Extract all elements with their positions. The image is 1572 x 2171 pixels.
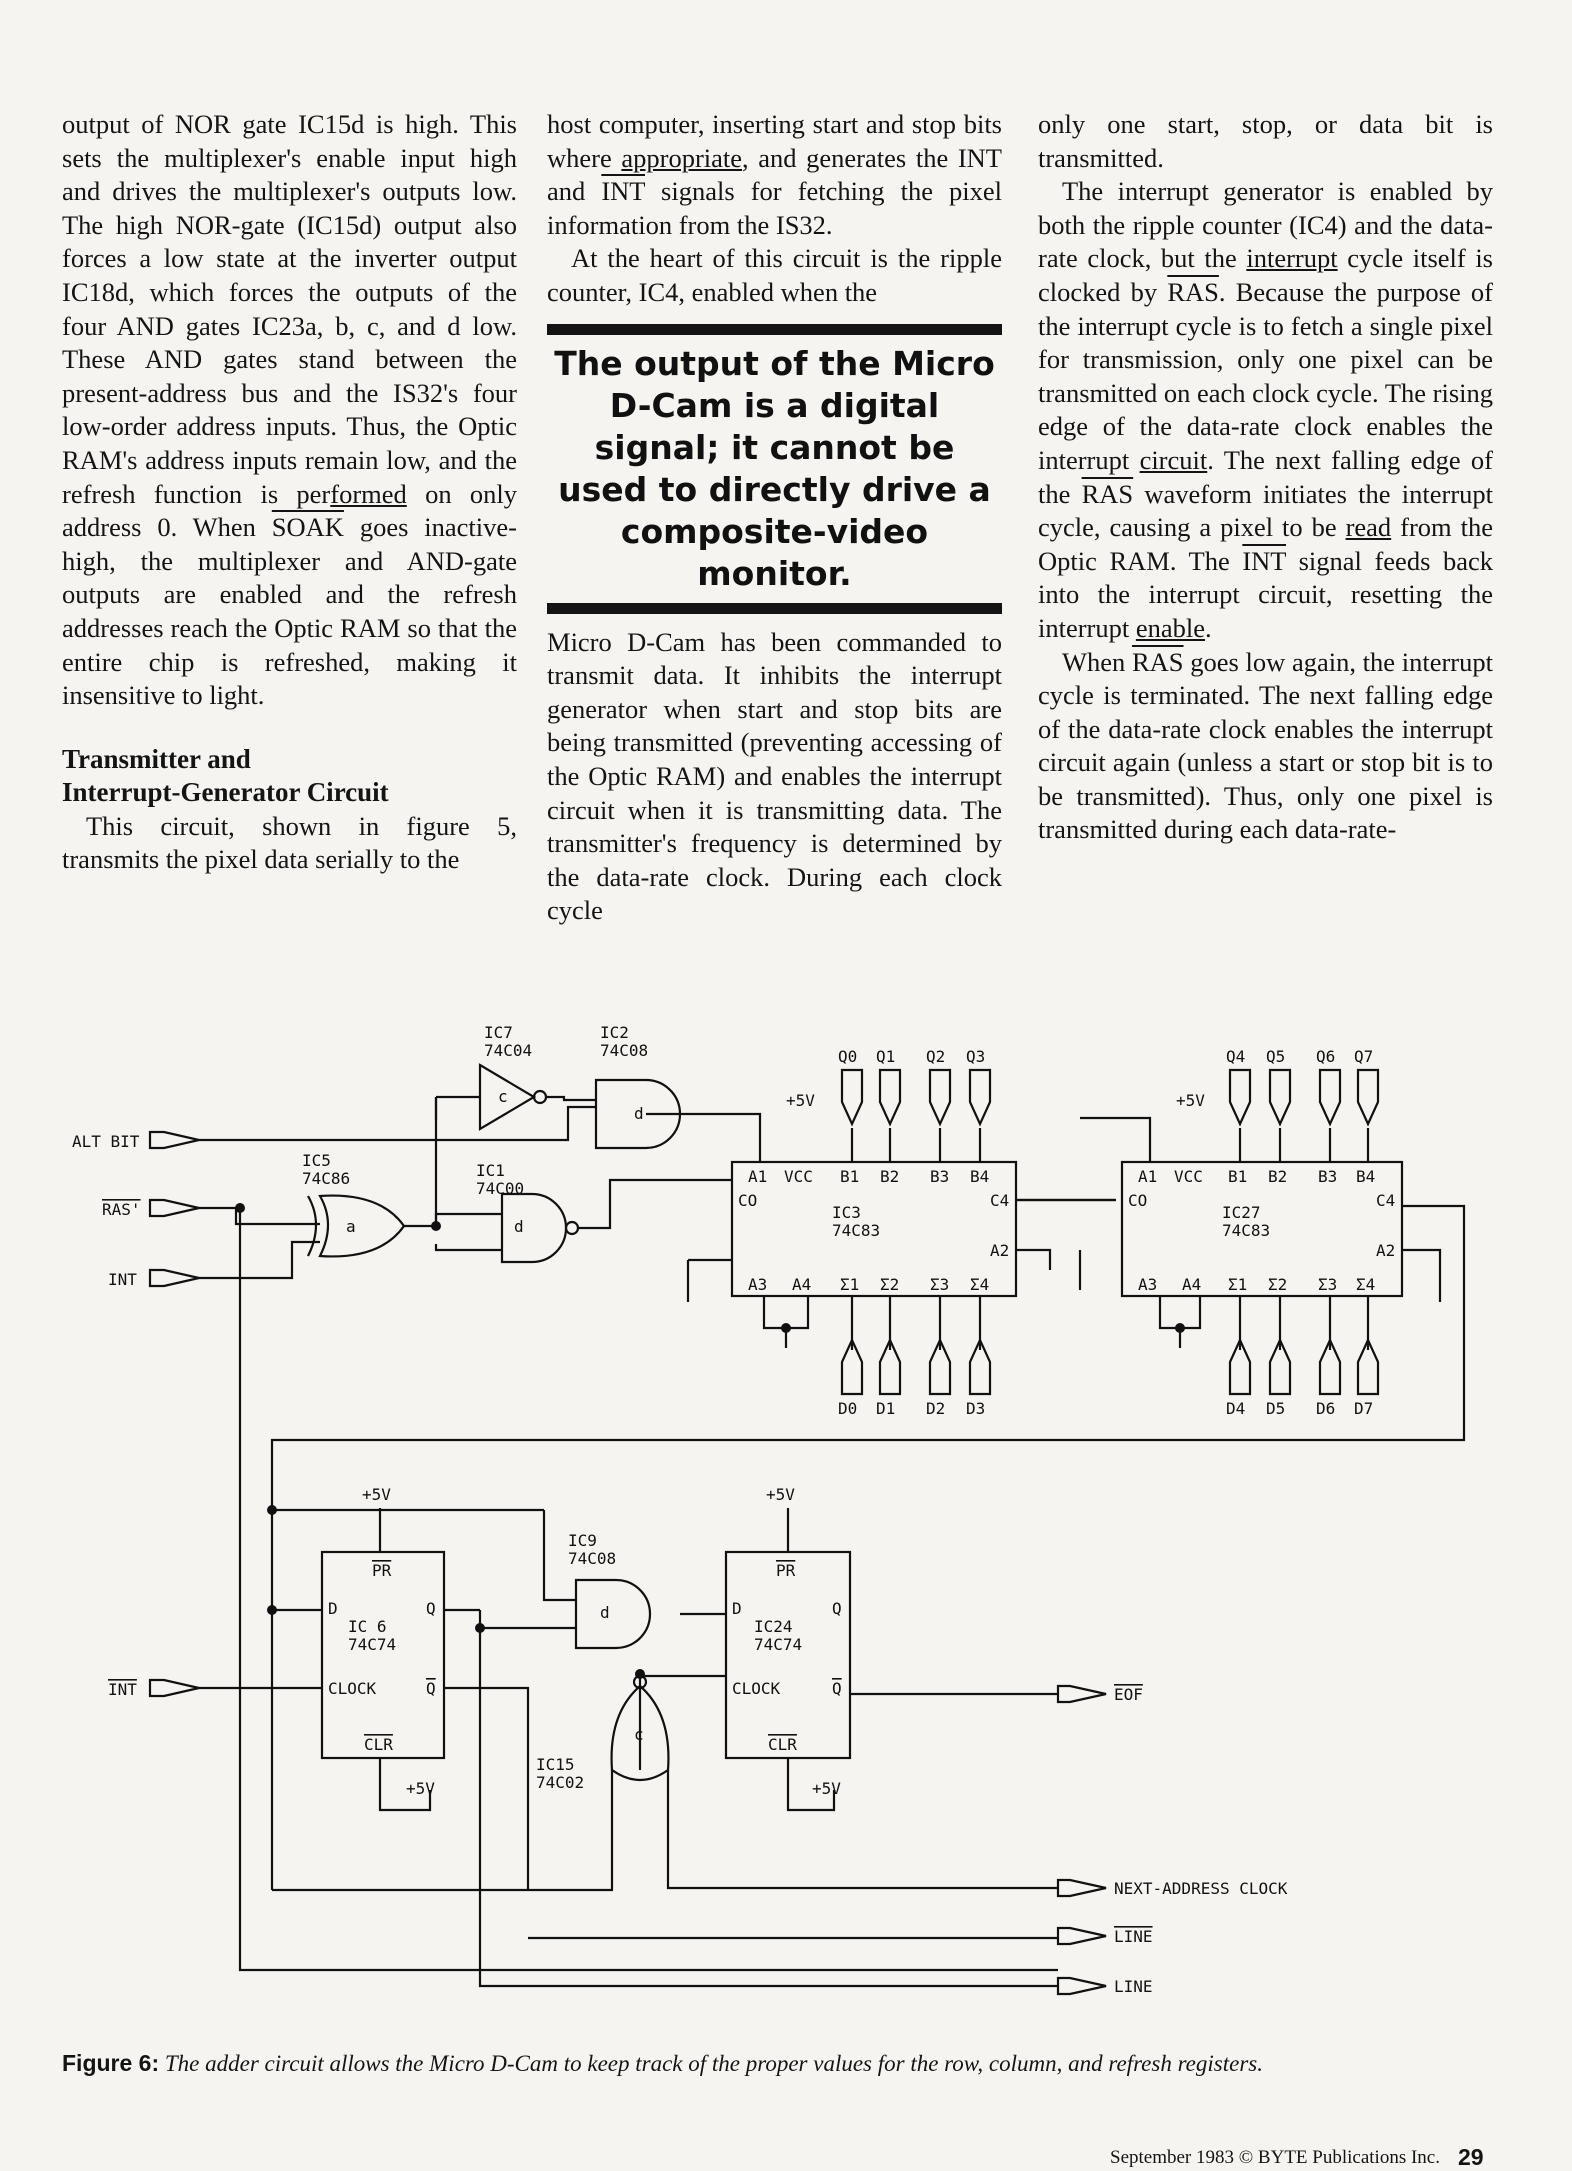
ic-label: IC9: [568, 1531, 597, 1550]
ic-part: 74C04: [484, 1041, 533, 1060]
alt-bit-label: ALT BIT: [72, 1132, 140, 1151]
ic-part: 74C08: [600, 1041, 649, 1060]
svg-text:D7: D7: [1354, 1399, 1374, 1418]
svg-text:B2: B2: [880, 1167, 900, 1186]
ic9-and-gate: [576, 1580, 650, 1648]
svg-text:PR: PR: [776, 1561, 796, 1580]
paragraph: When $\overline{RAS}$ goes low again, the interrupt cycle is terminated. The next falling edge of the data-rate clock enables the interrupt circuit again (unless a start or stop bit is to be transmitted). Thus, only one pixel is transmitted during each data-rate-: [1038, 646, 1493, 845]
svg-text:Q6: Q6: [1316, 1047, 1336, 1066]
ic-label: IC1: [476, 1161, 505, 1180]
figure-label: Figure 6:: [62, 2050, 160, 2076]
svg-text:B3: B3: [1318, 1167, 1338, 1186]
pull-quote: The output of the Micro D-Cam is a digital signal; it cannot be used to directly drive a composite-video monitor.: [547, 324, 1002, 614]
ic-label: IC3: [832, 1203, 861, 1222]
line-connector: [1058, 1978, 1106, 1994]
svg-text:+5V: +5V: [786, 1091, 815, 1110]
section-heading: Transmitter and Interrupt-Generator Circuit: [62, 743, 389, 808]
q2-pin: [930, 1070, 950, 1124]
svg-text:Q5: Q5: [1266, 1047, 1286, 1066]
svg-text:A4: A4: [792, 1275, 812, 1294]
svg-text:Σ4: Σ4: [1356, 1275, 1376, 1294]
footer-text: September 1983 © BYTE Publications Inc.: [1110, 2147, 1440, 2168]
figure-caption-text: The adder circuit allows the Micro D-Cam to keep track of the proper values for the row, column, and refresh registers.: [164, 2051, 1263, 2076]
svg-text:A3: A3: [1138, 1275, 1158, 1294]
svg-text:+5V: +5V: [812, 1779, 841, 1798]
eof-label: EOF: [1114, 1685, 1143, 1704]
adder-schematic: [0, 1010, 1572, 2040]
svg-text:B4: B4: [970, 1167, 990, 1186]
ic-part: 74C83: [1222, 1221, 1271, 1240]
svg-text:Q: Q: [426, 1599, 436, 1618]
svg-text:D5: D5: [1266, 1399, 1286, 1418]
svg-text:A1: A1: [1138, 1167, 1158, 1186]
svg-text:Σ3: Σ3: [1318, 1275, 1338, 1294]
svg-text:Σ2: Σ2: [880, 1275, 900, 1294]
svg-text:+5V: +5V: [1176, 1091, 1205, 1110]
svg-text:A3: A3: [748, 1275, 768, 1294]
svg-text:Q: Q: [426, 1679, 436, 1698]
paragraph: This circuit, shown in figure 5, transmits the pixel data serially to the: [62, 810, 517, 875]
int-bar-label: INT: [108, 1680, 137, 1699]
paragraph: output of NOR gate IC15d is high. This sets the multiplexer's enable input high and drives the multiplexer's outputs low. The high NOR-gate (IC15d) output also forces a low state at the inverter output IC18d, which forces the outputs of the four AND gates IC23a, b, c, and d low. These AND gates stand between the present-address bus and the IS32's four low-order address inputs. Thus, the Optic RAM's address inputs remain low, and the refresh function is performed on only address 0. When SOAK goes inactive-high, the multiplexer and AND-gate outputs are enabled and the refresh addresses reach the Optic RAM so that the entire chip is refreshed, making it insensitive to light.: [62, 109, 517, 711]
line-bar-label: LINE: [1114, 1927, 1153, 1946]
svg-text:PR: PR: [372, 1561, 392, 1580]
next-address-connector: [1058, 1880, 1106, 1896]
paragraph: The interrupt generator is enabled by both the ripple counter (IC4) and the data-rate clock, but the interrupt cycle itself is clocked by $\overline{RAS}$. Because the purpose of the interrupt cycle is to fetch a single pixel for transmission, only one pixel can be transmitted on each clock cycle. The rising edge of the data-rate clock enables the interrupt circuit. The next falling edge of the $\overline{RAS}$ waveform initiates the interrupt cycle, causing a pixel to be read from the Optic RAM. The $\overline{INT}$ signal feeds back into the interrupt circuit, resetting the interrupt enable.: [1038, 176, 1494, 643]
ic1-nand-gate: [502, 1194, 566, 1262]
svg-text:Σ1: Σ1: [1228, 1275, 1248, 1294]
ic-label: IC5: [302, 1151, 331, 1170]
svg-text:Q2: Q2: [926, 1047, 946, 1066]
int-connector: [150, 1270, 199, 1286]
svg-text:Q0: Q0: [838, 1047, 858, 1066]
svg-text:Q7: Q7: [1354, 1047, 1374, 1066]
svg-text:Q4: Q4: [1226, 1047, 1246, 1066]
int-label: INT: [108, 1270, 137, 1289]
ic-label: IC7: [484, 1023, 513, 1042]
ic-part: 74C08: [568, 1549, 617, 1568]
svg-text:Σ1: Σ1: [840, 1275, 860, 1294]
svg-text:B1: B1: [1228, 1167, 1248, 1186]
figure-caption: [62, 2048, 1522, 2079]
svg-text:CLOCK: CLOCK: [328, 1679, 377, 1698]
ic-label: IC24: [754, 1617, 793, 1636]
ic-part: 74C02: [536, 1773, 585, 1792]
eof-connector: [1058, 1686, 1106, 1702]
ic24-flip-flop: [726, 1552, 850, 1758]
page-number: 29: [1458, 2144, 1484, 2170]
svg-text:c: c: [634, 1725, 644, 1744]
column-2: [547, 108, 1002, 928]
svg-text:VCC: VCC: [784, 1167, 813, 1186]
ic-part: 74C86: [302, 1169, 351, 1188]
svg-text:D4: D4: [1226, 1399, 1246, 1418]
svg-text:D1: D1: [876, 1399, 896, 1418]
ras-label: RAS': [102, 1200, 141, 1219]
svg-text:B4: B4: [1356, 1167, 1376, 1186]
paragraph: host computer, inserting start and stop bits where appropriate, and generates the INT and $\overline{INT}$ signals for fetching the pixel information from the IS32.: [547, 109, 1002, 240]
q5-pin: [1270, 1070, 1290, 1124]
svg-text:C4: C4: [1376, 1191, 1396, 1210]
q3-pin: [970, 1070, 990, 1124]
svg-text:d: d: [600, 1603, 610, 1622]
ic-label: IC 6: [348, 1617, 387, 1636]
svg-text:D2: D2: [926, 1399, 946, 1418]
ic-label: IC15: [536, 1755, 575, 1774]
svg-text:Σ2: Σ2: [1268, 1275, 1288, 1294]
svg-text:B2: B2: [1268, 1167, 1288, 1186]
paragraph: only one start, stop, or data bit is transmitted.: [1038, 109, 1493, 173]
svg-text:+5V: +5V: [362, 1485, 391, 1504]
svg-text:D: D: [732, 1599, 742, 1618]
svg-text:D: D: [328, 1599, 338, 1618]
svg-text:CO: CO: [1128, 1191, 1148, 1210]
svg-text:CLR: CLR: [768, 1735, 797, 1754]
svg-text:CLR: CLR: [364, 1735, 393, 1754]
alt-bit-connector: [150, 1132, 199, 1148]
ic-label: IC2: [600, 1023, 629, 1042]
svg-text:Σ3: Σ3: [930, 1275, 950, 1294]
svg-text:Q: Q: [832, 1599, 842, 1618]
ic-part: 74C74: [754, 1635, 803, 1654]
int-bar-connector: [150, 1680, 199, 1696]
svg-text:c: c: [498, 1087, 508, 1106]
paragraph: Micro D-Cam has been commanded to transmit data. It inhibits the interrupt generator when start and stop bits are being transmitted (preventing accessing of the Optic RAM) and enables the interrupt circuit when it is transmitting data. The transmitter's frequency is determined by the data-rate clock. During each clock cycle: [547, 626, 1002, 926]
svg-text:D0: D0: [838, 1399, 858, 1418]
svg-text:CLOCK: CLOCK: [732, 1679, 781, 1698]
svg-text:C4: C4: [990, 1191, 1010, 1210]
paragraph: At the heart of this circuit is the ripple counter, IC4, enabled when the: [547, 243, 1002, 307]
svg-text:a: a: [346, 1217, 356, 1236]
column-1: [62, 108, 517, 877]
q6-pin: [1320, 1070, 1340, 1124]
svg-text:B1: B1: [840, 1167, 860, 1186]
column-3: [1038, 108, 1493, 847]
svg-text:A2: A2: [1376, 1241, 1396, 1260]
svg-text:d: d: [634, 1104, 644, 1123]
svg-text:+5V: +5V: [766, 1485, 795, 1504]
svg-text:A2: A2: [990, 1241, 1010, 1260]
ic-label: IC27: [1222, 1203, 1261, 1222]
svg-text:Q1: Q1: [876, 1047, 896, 1066]
ic-part: 74C74: [348, 1635, 397, 1654]
ic-part: 74C00: [476, 1179, 525, 1198]
ic-part: 74C83: [832, 1221, 881, 1240]
q7-pin: [1358, 1070, 1378, 1124]
svg-text:Q3: Q3: [966, 1047, 986, 1066]
svg-text:Σ4: Σ4: [970, 1275, 990, 1294]
svg-text:VCC: VCC: [1174, 1167, 1203, 1186]
next-address-label: NEXT-ADDRESS CLOCK: [1114, 1879, 1288, 1898]
svg-text:CO: CO: [738, 1191, 758, 1210]
q1-pin: [880, 1070, 900, 1124]
svg-text:Q: Q: [832, 1679, 842, 1698]
q4-pin: [1230, 1070, 1250, 1124]
svg-text:A4: A4: [1182, 1275, 1202, 1294]
svg-text:B3: B3: [930, 1167, 950, 1186]
ras-connector: [150, 1200, 199, 1216]
svg-text:+5V: +5V: [406, 1779, 435, 1798]
ic5-xor-gate: [320, 1196, 404, 1257]
ic6-flip-flop: [322, 1552, 444, 1758]
svg-text:D3: D3: [966, 1399, 986, 1418]
line-label: LINE: [1114, 1977, 1153, 1996]
svg-text:A1: A1: [748, 1167, 768, 1186]
svg-text:D6: D6: [1316, 1399, 1336, 1418]
q0-pin: [842, 1070, 862, 1124]
line-bar-connector: [1058, 1928, 1106, 1944]
svg-text:d: d: [514, 1217, 524, 1236]
